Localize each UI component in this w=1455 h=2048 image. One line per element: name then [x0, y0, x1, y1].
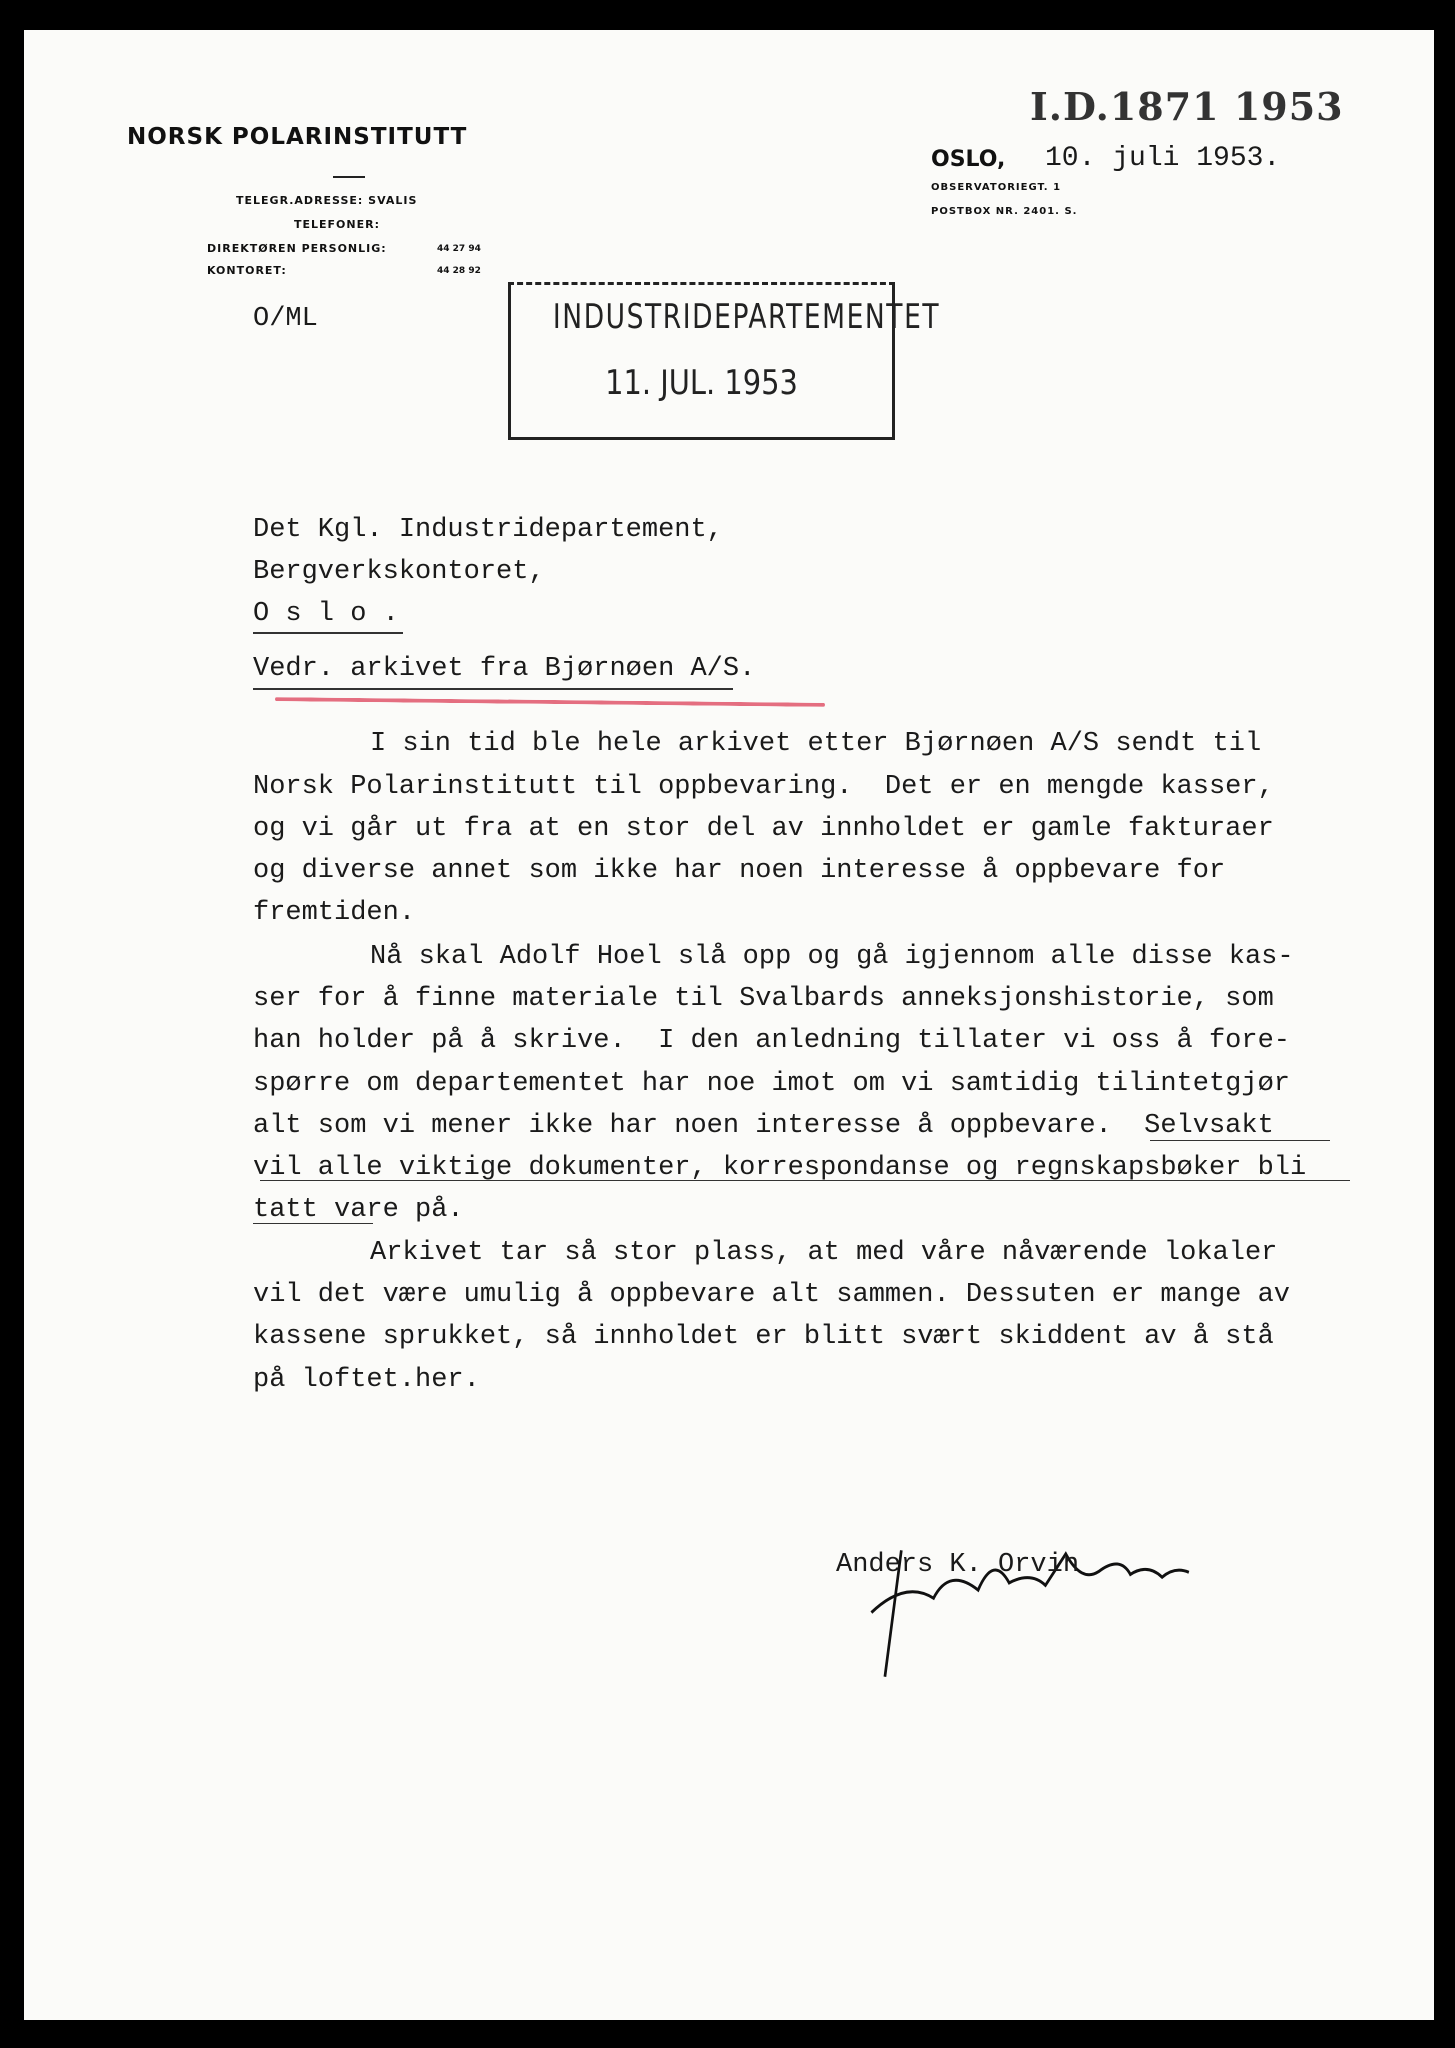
received-stamp [508, 282, 941, 440]
letterhead-org: NORSK POLARINSTITUTT [127, 124, 468, 150]
body-line: I sin tid ble hele arkivet etter Bjørnøen A/S sendt til [370, 729, 1262, 759]
received-stamp-date: 11. JUL. 1953 [605, 363, 798, 403]
body-line: og diverse annet som ikke har noen interesse å oppbevare for [253, 856, 1226, 886]
letterhead-director-phone: 44 27 94 [437, 244, 481, 254]
letterhead-street: OBSERVATORIEGT. 1 [931, 182, 1062, 193]
journal-stamp: I.D.1871 1953 [1030, 84, 1344, 129]
received-stamp-dept: INDUSTRIDEPARTEMENTET [552, 297, 941, 337]
body-line: kassene sprukket, så innholdet er blitt svært skiddent av å stå [253, 1322, 1274, 1352]
body-line: alt som vi mener ikke har noen interesse å oppbevare. Selvsakt [253, 1111, 1274, 1141]
letter-date: 10. juli 1953. [1045, 143, 1281, 174]
letterhead-postbox: POSTBOX NR. 2401. S. [931, 206, 1078, 217]
body-line: Arkivet tar så stor plass, at med våre nåværende lokaler [370, 1238, 1278, 1268]
signatory-name: Anders K. Orvin [836, 1550, 1080, 1580]
letterhead-phones-label: TELEFONER: [294, 218, 380, 231]
pencil-underline [253, 1223, 373, 1224]
body-line: og vi går ut fra at en stor del av innholdet er gamle fakturaer [253, 814, 1274, 844]
letterhead-director-label: DIREKTØREN PERSONLIG: [207, 242, 387, 255]
pencil-underline [260, 1180, 1350, 1181]
recipient-line: Bergverkskontoret, [253, 557, 545, 587]
body-line: Norsk Polarinstitutt til oppbevaring. Det er en mengde kasser, [253, 772, 1274, 802]
body-line: tatt vare på. [253, 1195, 464, 1225]
recipient-underline [253, 632, 403, 634]
pencil-underline [1150, 1140, 1330, 1141]
body-line: på loftet.her. [253, 1365, 480, 1395]
letterhead-divider [333, 176, 365, 178]
letterhead-office-phone: 44 28 92 [437, 266, 481, 276]
body-line: vil alle viktige dokumenter, korrespondanse og regnskapsbøker bli [253, 1153, 1307, 1183]
body-line: ser for å finne materiale til Svalbards anneksjonshistorie, som [253, 984, 1274, 1014]
letterhead-city: OSLO, [931, 147, 1006, 172]
recipient-line: O s l o . [253, 599, 399, 629]
subject-underline [253, 688, 733, 690]
body-line: fremtiden. [253, 898, 416, 928]
letterhead-office-label: KONTORET: [207, 264, 287, 277]
subject: Vedr. arkivet fra Bjørnøen A/S. [253, 654, 756, 684]
body-line: vil det være umulig å oppbevare alt sammen. Dessuten er mange av [253, 1280, 1290, 1310]
reference: O/ML [253, 304, 318, 334]
body-line: han holder på å skrive. I den anledning tillater vi oss å fore- [253, 1026, 1290, 1056]
letterhead-telegram: TELEGR.ADRESSE: SVALIS [236, 194, 418, 207]
body-line: spørre om departementet har noe imot om vi samtidig tilintetgjør [253, 1069, 1290, 1099]
body-line: Nå skal Adolf Hoel slå opp og gå igjennom alle disse kas- [370, 942, 1294, 972]
recipient-line: Det Kgl. Industridepartement, [253, 515, 723, 545]
